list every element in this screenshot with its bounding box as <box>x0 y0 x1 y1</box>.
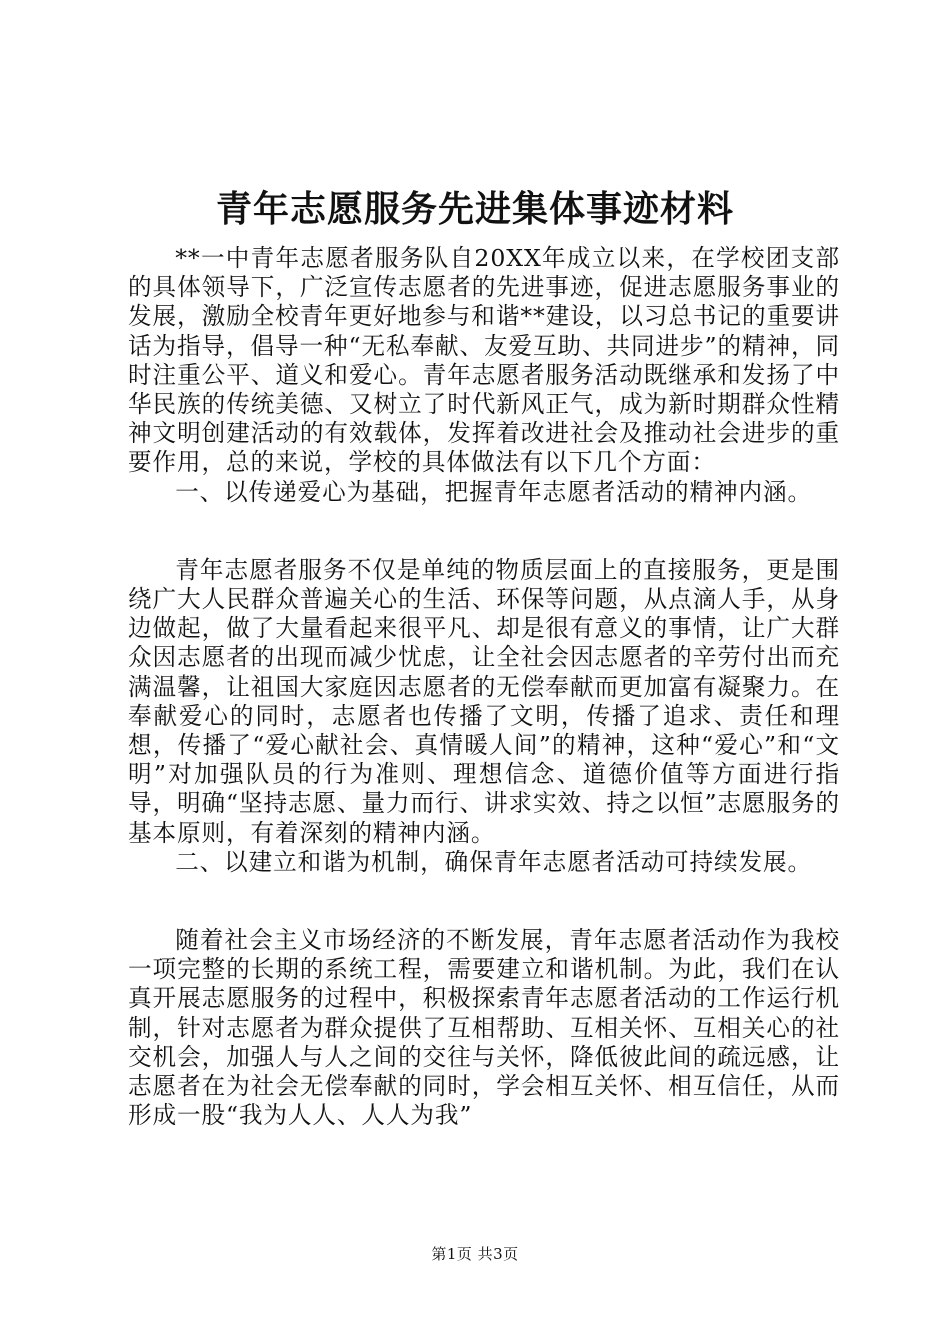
paragraph-spacer <box>128 507 840 556</box>
paragraph-intro: **一中青年志愿者服务队自20XX年成立以来，在学校团支部的具体领导下，广泛宣传志愿者的先进事迹，促进志愿服务事业的发展，激励全校青年更好地参与和谐**建设，以习总书记的重要讲话为指导，倡导一种“无私奉献、友爱互助、共同进步”的精神，同时注重公平、道义和爱心。青年志愿者服务活动既继承和发扬了中华民族的传统美德、又树立了时代新风正气，成为新时期群众性精神文明创建活动的有效载体，发挥着改进社会及推动社会进步的重要作用，总的来说，学校的具体做法有以下几个方面： <box>128 244 840 477</box>
section-heading-1: 一、以传递爱心为基础，把握青年志愿者活动的精神内涵。 <box>175 477 813 506</box>
paragraph-spacer <box>128 877 840 926</box>
document-title: 青年志愿服务先进集体事迹材料 <box>215 188 734 230</box>
section-heading-2: 二、以建立和谐为机制，确保青年志愿者活动可持续发展。 <box>175 847 813 876</box>
page-number-footer: 第1页 共3页 <box>431 1245 519 1263</box>
paragraph-section-1: 青年志愿者服务不仅是单纯的物质层面上的直接服务，更是围绕广大人民群众普遍关心的生活、环保等问题，从点滴人手，从身边做起，做了大量看起来很平凡、却是很有意义的事情，让广大群众因志愿者的出现而减少忧虑，让全社会因志愿者的辛劳付出而充满温馨，让祖国大家庭因志愿者的无偿奉献而更加富有凝聚力。在奉献爱心的同时，志愿者也传播了文明，传播了追求、责任和理想，传播了“爱心献社会、真情暖人间”的精神，这种“爱心”和“文明”对加强队员的行为准则、理想信念、道德价值等方面进行指导，明确“坚持志愿、量力而行、讲求实效、持之以恒”志愿服务的基本原则，有着深刻的精神内涵。 <box>128 555 840 847</box>
paragraph-section-2: 随着社会主义市场经济的不断发展，青年志愿者活动作为我校一项完整的长期的系统工程，需要建立和谐机制。为此，我们在认真开展志愿服务的过程中，积极探索青年志愿者活动的工作运行机制，针对志愿者为群众提供了互相帮助、互相关怀、互相关心的社交机会，加强人与人之间的交往与关怀，降低彼此间的疏远感，让志愿者在为社会无偿奉献的同时，学会相互关怀、相互信任，从而形成一股“我为人人、人人为我” <box>128 926 840 1130</box>
document-body <box>128 244 840 1130</box>
